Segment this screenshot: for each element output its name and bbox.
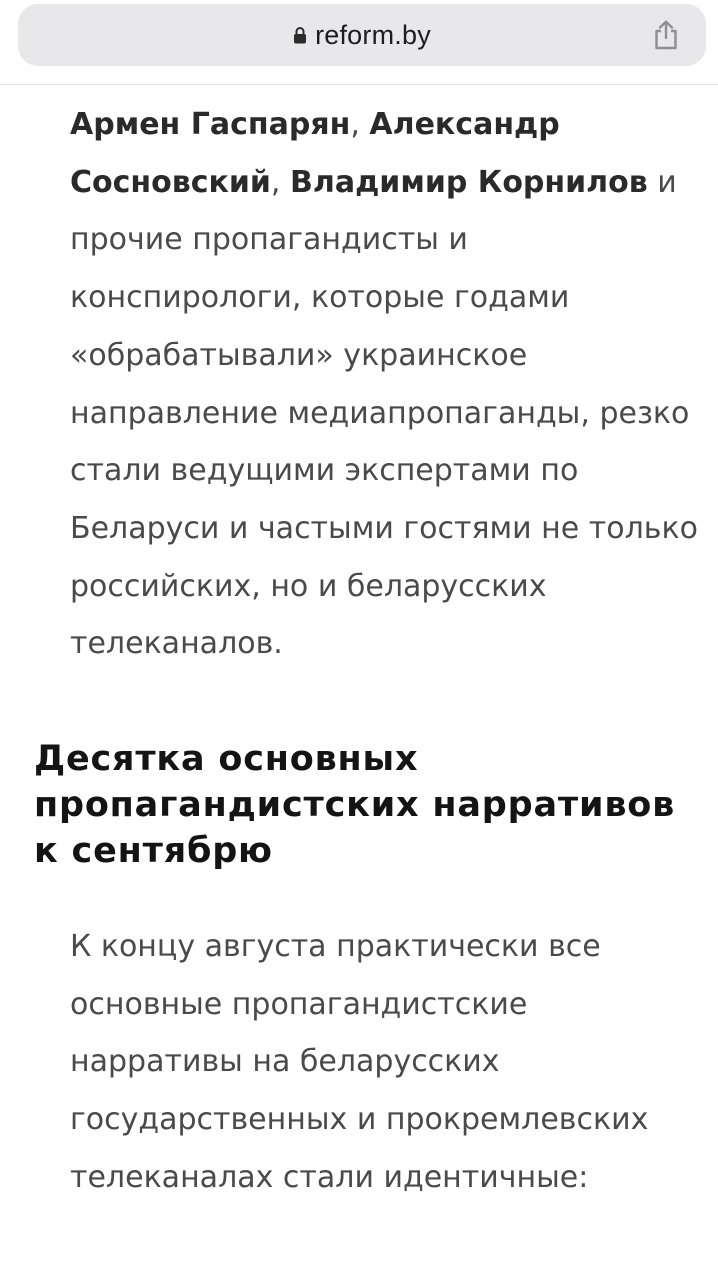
article-paragraph: К концу августа практически все основные пропагандистские нарративы на беларусских государственных и прокремлевских телеканалах стали идентичные: <box>70 929 649 1195</box>
person-name: Александр Сосновский <box>70 107 560 200</box>
url-text[interactable]: reform.by <box>315 19 431 50</box>
share-icon[interactable] <box>652 20 680 50</box>
lock-icon <box>293 26 307 44</box>
paragraph-text: и прочие пропагандисты и конспирологи, которые годами «обрабатывали» украинское направление медиапропаганды, резко стали ведущими экспертами по Беларуси и частыми гостями не только российских, но и беларусских телеканалов. <box>70 164 698 662</box>
browser-toolbar <box>0 0 718 85</box>
section-heading: Десятка основных пропагандистских нарративов к сентябрю <box>34 739 676 871</box>
address-bar-content <box>18 4 706 66</box>
address-bar[interactable] <box>18 4 706 66</box>
person-name: Владимир Корнилов <box>290 164 648 200</box>
person-name: Армен Гаспарян <box>70 107 351 142</box>
article-paragraph: Армен Гаспарян, Александр Сосновский, Владимир Корнилов и прочие пропагандисты и конспирологи, которые годами «обрабатывали» украинское направление медиапропаганды, резко стали ведущими экспертами по Беларуси и частыми гостями не только российских, но и беларусских телеканалов. <box>70 107 698 662</box>
